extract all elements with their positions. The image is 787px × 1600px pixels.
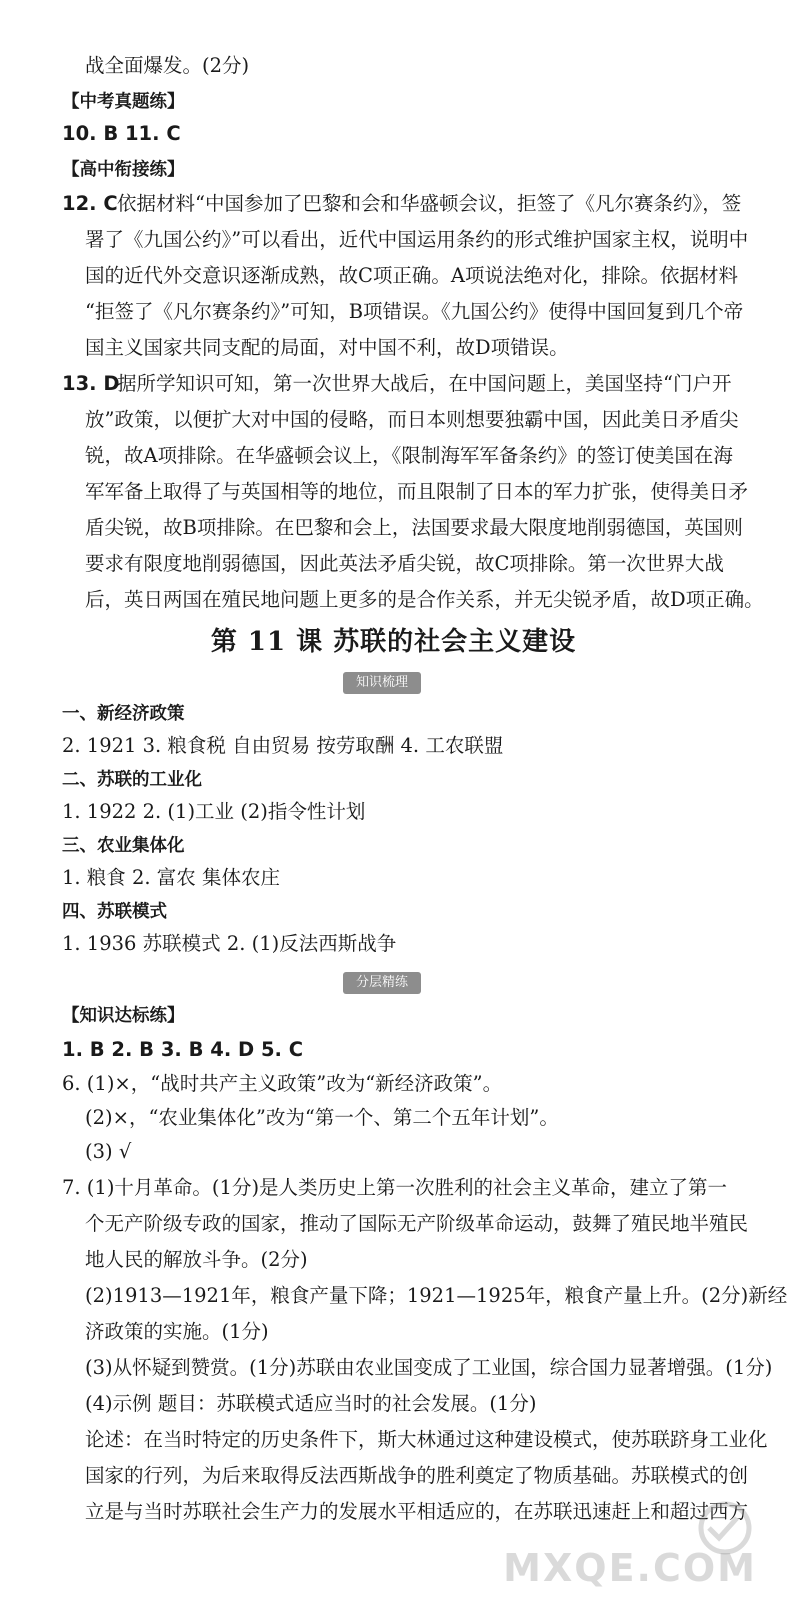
answer-line: 10. B 11. C bbox=[62, 122, 181, 145]
text-line: 国家的行列，为后来取得反法西斯战争的胜利奠定了物质基础。苏联模式的创 bbox=[85, 1464, 749, 1487]
text-line: (4)示例 题目：苏联模式适应当时的社会发展。(1分) bbox=[85, 1392, 537, 1415]
answer-line: (2)×，“农业集体化”改为“第一个、第二个五年计划”。 bbox=[85, 1106, 559, 1129]
text-line: 济政策的实施。(1分) bbox=[85, 1320, 269, 1343]
text-line: 个无产阶级专政的国家，推动了国际无产阶级革命运动，鼓舞了殖民地半殖民 bbox=[85, 1212, 749, 1235]
section-heading: 四、苏联模式 bbox=[62, 902, 167, 922]
text-line: 国主义国家共同支配的局面，对中国不利，故D项错误。 bbox=[85, 336, 569, 359]
question-number: 13. D bbox=[62, 372, 120, 395]
text-line: 后，英日两国在殖民地问题上更多的是合作关系，并无尖锐矛盾，故D项正确。 bbox=[85, 588, 764, 611]
answer-line: 1. B 2. B 3. B 4. D 5. C bbox=[62, 1038, 304, 1061]
text-line: 战全面爆发。(2分) bbox=[85, 54, 250, 77]
text-line: “拒签了《凡尔赛条约》”可知，B项错误。《九国公约》使得中国回复到几个帝 bbox=[85, 300, 744, 323]
section-badge: 分层精练 bbox=[343, 972, 421, 994]
text-line: 要求有限度地削弱德国，因此英法矛盾尖锐，故C项排除。第一次世界大战 bbox=[85, 552, 724, 575]
section-heading: 一、新经济政策 bbox=[62, 704, 185, 724]
answer-line: 1. 1936 苏联模式 2. (1)反法西斯战争 bbox=[62, 932, 397, 955]
text-line: (3)从怀疑到赞赏。(1分)苏联由农业国变成了工业国，综合国力显著增强。(1分) bbox=[85, 1356, 773, 1379]
question-13 bbox=[62, 370, 747, 398]
answer-line: (3) √ bbox=[85, 1140, 132, 1163]
question-number: 12. C bbox=[62, 192, 118, 215]
text-line: 据所学知识可知，第一次世界大战后，在中国问题上，美国坚持“门户开 bbox=[117, 372, 732, 395]
section-badge: 知识梳理 bbox=[343, 672, 421, 694]
text-line: 地人民的解放斗争。(2分) bbox=[85, 1248, 308, 1271]
text-line: (2)1913—1921年，粮食产量下降；1921—1925年，粮食产量上升。(2分)新经 bbox=[85, 1284, 787, 1307]
text-line: 署了《九国公约》”可以看出，近代中国运用条约的形式维护国家主权，说明中 bbox=[85, 228, 749, 251]
text-line: 国的近代外交意识逐渐成熟，故C项正确。A项说法绝对化，排除。依据材料 bbox=[85, 264, 739, 287]
lesson-title: 第 11 课 苏联的社会主义建设 bbox=[210, 627, 577, 657]
text-line: 盾尖锐，故B项排除。在巴黎和会上，法国要求最大限度地削弱德国，英国则 bbox=[85, 516, 743, 539]
text-line: 论述：在当时特定的历史条件下，斯大林通过这种建设模式，使苏联跻身工业化 bbox=[85, 1428, 768, 1451]
text-line: 锐，故A项排除。在华盛顿会议上，《限制海军军备条约》的签订使美国在海 bbox=[85, 444, 733, 467]
answer-line: 6. (1)×，“战时共产主义政策”改为“新经济政策”。 bbox=[62, 1072, 503, 1095]
answer-line: 7. (1)十月革命。(1分)是人类历史上第一次胜利的社会主义革命，建立了第一 bbox=[62, 1176, 728, 1199]
watermark-text: MXQE.COM bbox=[503, 1546, 757, 1590]
section-heading: 三、农业集体化 bbox=[62, 836, 185, 856]
section-heading: 二、苏联的工业化 bbox=[62, 770, 202, 790]
text-line: 立是与当时苏联社会生产力的发展水平相适应的，在苏联迅速赶上和超过西方 bbox=[85, 1500, 749, 1523]
section-heading: 【知识达标练】 bbox=[62, 1006, 185, 1026]
section-heading: 【中考真题练】 bbox=[62, 92, 185, 112]
section-heading: 【高中衔接练】 bbox=[62, 160, 185, 180]
answer-line: 2. 1921 3. 粮食税 自由贸易 按劳取酬 4. 工农联盟 bbox=[62, 734, 504, 757]
text-line: 放”政策，以便扩大对中国的侵略，而日本则想要独霸中国，因此美日矛盾尖 bbox=[85, 408, 739, 431]
answer-line: 1. 粮食 2. 富农 集体农庄 bbox=[62, 866, 281, 889]
text-line: 依据材料“中国参加了巴黎和会和华盛顿会议，拒签了《凡尔赛条约》，签 bbox=[117, 192, 742, 215]
text-line: 军军备上取得了与英国相等的地位，而且限制了日本的军力扩张，使得美日矛 bbox=[85, 480, 749, 503]
answer-line: 1. 1922 2. (1)工业 (2)指令性计划 bbox=[62, 800, 366, 823]
question-12 bbox=[62, 190, 747, 218]
